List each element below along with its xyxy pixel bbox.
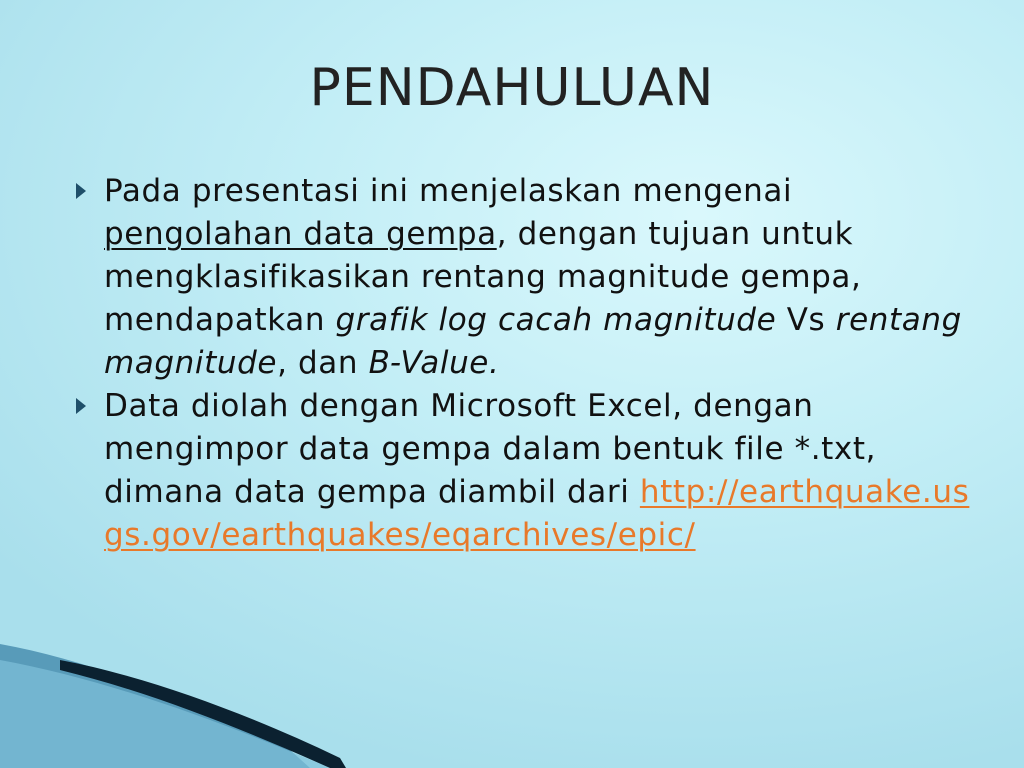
slide-title: PENDAHULUAN [309, 58, 715, 118]
slide-content [70, 170, 970, 557]
bullet-1-text-plain: , dengan tujuan untuk mengklasifikasikan rentang magnitude gempa, mendapatkan [104, 216, 862, 338]
bullet-1-text-plain: Vs [776, 302, 836, 338]
bullet-1-text-italic: grafik log cacah magnitude [335, 302, 777, 338]
bullet-arrow-icon [76, 183, 86, 199]
bullet-1-text-italic: B-Value. [368, 345, 500, 381]
decorative-swoosh [0, 600, 1024, 768]
usgs-link[interactable]: http://earthquake.usgs.gov/earthquakes/eqarchives/epic/ [104, 474, 970, 553]
bullet-1-text-plain: Pada presentasi ini menjelaskan mengenai [104, 173, 793, 209]
bullet-1-text-underline: pengolahan data gempa [104, 216, 497, 252]
bullet-arrow-icon [76, 398, 86, 414]
bullet-1-text-plain: , dan [277, 345, 369, 381]
bullet-item-2 [70, 385, 970, 557]
bullet-2-text-plain: Data diolah dengan Microsoft Excel, dengan mengimpor data gempa dalam bentuk file *.txt, dimana data gempa diambil dari [104, 388, 877, 510]
bullet-item-1 [70, 170, 970, 385]
swoosh-light-band [0, 660, 330, 768]
bullet-1-text-italic: rentang magnitude [104, 302, 962, 381]
